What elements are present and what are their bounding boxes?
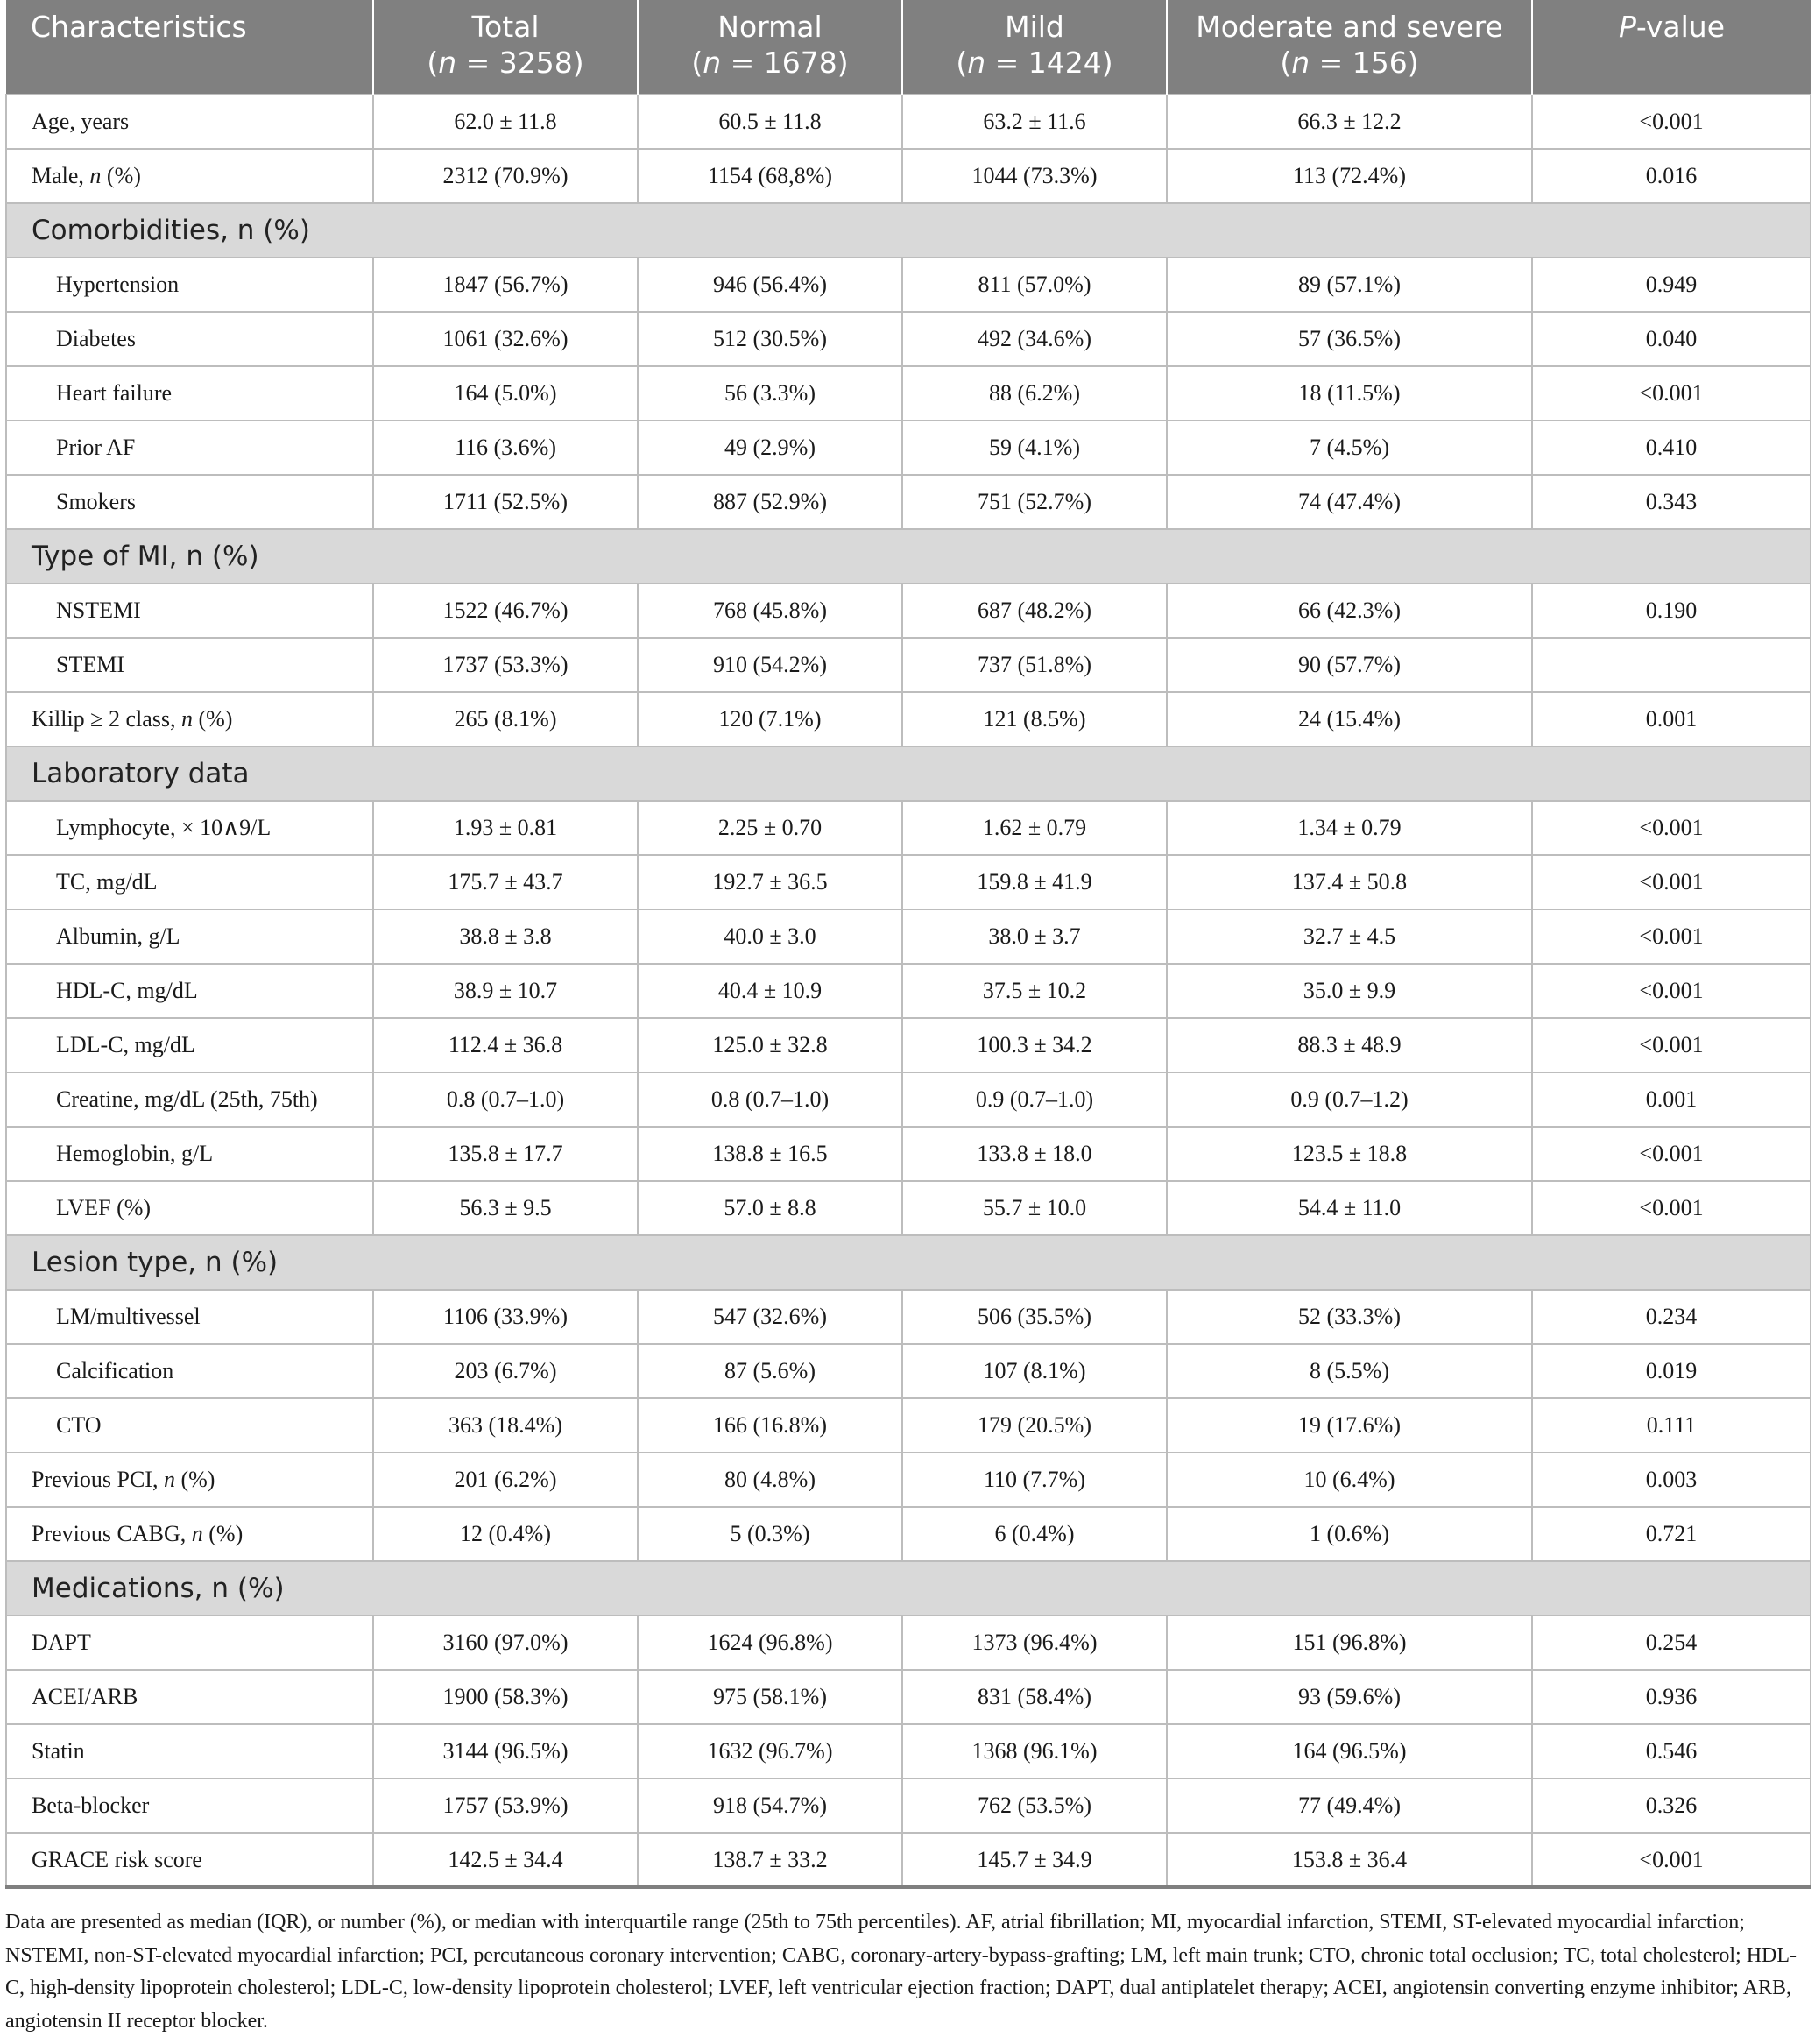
table-cell: 54.4 ± 11.0 xyxy=(1167,1181,1532,1235)
table-cell: 1.34 ± 0.79 xyxy=(1167,801,1532,855)
table-cell: 112.4 ± 36.8 xyxy=(373,1018,638,1072)
column-header-title: Characteristics xyxy=(31,10,247,44)
table-cell: 975 (58.1%) xyxy=(638,1670,902,1724)
table-row xyxy=(6,1018,1811,1072)
table-cell: 0.8 (0.7–1.0) xyxy=(373,1072,638,1127)
table-cell: <0.001 xyxy=(1532,1181,1811,1235)
table-cell: 38.0 ± 3.7 xyxy=(902,909,1167,964)
table-cell: 1632 (96.7%) xyxy=(638,1724,902,1779)
table-cell: 88.3 ± 48.9 xyxy=(1167,1018,1532,1072)
table-cell: 164 (5.0%) xyxy=(373,366,638,421)
characteristics-table xyxy=(5,0,1811,1889)
table-row xyxy=(6,964,1811,1018)
table-cell: 12 (0.4%) xyxy=(373,1507,638,1561)
table-cell: 164 (96.5%) xyxy=(1167,1724,1532,1779)
section-row xyxy=(6,746,1811,801)
table-cell: 56 (3.3%) xyxy=(638,366,902,421)
table-cell: 0.326 xyxy=(1532,1779,1811,1833)
table-cell: 32.7 ± 4.5 xyxy=(1167,909,1532,964)
table-cell: 179 (20.5%) xyxy=(902,1398,1167,1453)
row-label: Lymphocyte, × 10∧9/L xyxy=(6,801,373,855)
table-cell: 831 (58.4%) xyxy=(902,1670,1167,1724)
table-cell: 512 (30.5%) xyxy=(638,312,902,366)
table-cell: 137.4 ± 50.8 xyxy=(1167,855,1532,909)
table-cell: 1368 (96.1%) xyxy=(902,1724,1167,1779)
row-label: Male, n (%) xyxy=(6,149,373,203)
table-cell: 8 (5.5%) xyxy=(1167,1344,1532,1398)
table-cell: 57 (36.5%) xyxy=(1167,312,1532,366)
table-cell: 687 (48.2%) xyxy=(902,583,1167,638)
table-cell: 1373 (96.4%) xyxy=(902,1616,1167,1670)
table-row xyxy=(6,855,1811,909)
table-row xyxy=(6,1507,1811,1561)
table-cell: 3144 (96.5%) xyxy=(373,1724,638,1779)
table-cell: 135.8 ± 17.7 xyxy=(373,1127,638,1181)
table-cell: 100.3 ± 34.2 xyxy=(902,1018,1167,1072)
table-cell: 1 (0.6%) xyxy=(1167,1507,1532,1561)
row-label: CTO xyxy=(6,1398,373,1453)
table-cell: 107 (8.1%) xyxy=(902,1344,1167,1398)
table-cell: 40.0 ± 3.0 xyxy=(638,909,902,964)
table-row xyxy=(6,1127,1811,1181)
table-cell: 0.9 (0.7–1.2) xyxy=(1167,1072,1532,1127)
table-cell: 0.016 xyxy=(1532,149,1811,203)
table-cell: <0.001 xyxy=(1532,964,1811,1018)
table-cell: 0.001 xyxy=(1532,692,1811,746)
row-label: Statin xyxy=(6,1724,373,1779)
table-cell: 120 (7.1%) xyxy=(638,692,902,746)
table-row xyxy=(6,583,1811,638)
table-cell: 62.0 ± 11.8 xyxy=(373,95,638,149)
column-header-count: (n = 1424) xyxy=(956,46,1113,80)
table-cell: <0.001 xyxy=(1532,1018,1811,1072)
table-cell: 0.546 xyxy=(1532,1724,1811,1779)
table-header xyxy=(6,0,1811,95)
table-cell: 1711 (52.5%) xyxy=(373,475,638,529)
table-row xyxy=(6,1072,1811,1127)
table-cell: 0.9 (0.7–1.0) xyxy=(902,1072,1167,1127)
row-label: Previous PCI, n (%) xyxy=(6,1453,373,1507)
table-row xyxy=(6,366,1811,421)
table-cell: 265 (8.1%) xyxy=(373,692,638,746)
table-cell: 38.8 ± 3.8 xyxy=(373,909,638,964)
table-cell: 57.0 ± 8.8 xyxy=(638,1181,902,1235)
table-cell: 35.0 ± 9.9 xyxy=(1167,964,1532,1018)
table-row xyxy=(6,421,1811,475)
table-cell: 90 (57.7%) xyxy=(1167,638,1532,692)
section-row xyxy=(6,203,1811,258)
row-label: TC, mg/dL xyxy=(6,855,373,909)
row-label: Smokers xyxy=(6,475,373,529)
table-cell: <0.001 xyxy=(1532,801,1811,855)
table-cell: 3160 (97.0%) xyxy=(373,1616,638,1670)
table-cell: 49 (2.9%) xyxy=(638,421,902,475)
table-cell: 1522 (46.7%) xyxy=(373,583,638,638)
row-label: Killip ≥ 2 class, n (%) xyxy=(6,692,373,746)
table-row xyxy=(6,95,1811,149)
table-cell: 0.019 xyxy=(1532,1344,1811,1398)
table-cell: 145.7 ± 34.9 xyxy=(902,1833,1167,1887)
table-cell: 89 (57.1%) xyxy=(1167,258,1532,312)
table-cell: 2312 (70.9%) xyxy=(373,149,638,203)
table-cell: 38.9 ± 10.7 xyxy=(373,964,638,1018)
table-cell: 0.190 xyxy=(1532,583,1811,638)
table-cell: 547 (32.6%) xyxy=(638,1290,902,1344)
table-cell: 2.25 ± 0.70 xyxy=(638,801,902,855)
row-label: Beta-blocker xyxy=(6,1779,373,1833)
table-cell: <0.001 xyxy=(1532,1833,1811,1887)
table-cell: 142.5 ± 34.4 xyxy=(373,1833,638,1887)
table-cell: 175.7 ± 43.7 xyxy=(373,855,638,909)
section-label: Comorbidities, n (%) xyxy=(6,203,1811,258)
table-row xyxy=(6,909,1811,964)
table-cell: 887 (52.9%) xyxy=(638,475,902,529)
table-cell: 946 (56.4%) xyxy=(638,258,902,312)
row-label: DAPT xyxy=(6,1616,373,1670)
table-row xyxy=(6,1779,1811,1833)
table-cell: 918 (54.7%) xyxy=(638,1779,902,1833)
table-cell: 74 (47.4%) xyxy=(1167,475,1532,529)
table-cell: 1.93 ± 0.81 xyxy=(373,801,638,855)
column-header-count: (n = 3258) xyxy=(427,46,584,80)
table-cell: 60.5 ± 11.8 xyxy=(638,95,902,149)
table-row xyxy=(6,1181,1811,1235)
table-cell: 0.234 xyxy=(1532,1290,1811,1344)
table-row xyxy=(6,258,1811,312)
table-cell: 1900 (58.3%) xyxy=(373,1670,638,1724)
table-cell: 153.8 ± 36.4 xyxy=(1167,1833,1532,1887)
row-label: STEMI xyxy=(6,638,373,692)
table-cell: 0.001 xyxy=(1532,1072,1811,1127)
table-cell: 1061 (32.6%) xyxy=(373,312,638,366)
table-cell: 18 (11.5%) xyxy=(1167,366,1532,421)
row-label: NSTEMI xyxy=(6,583,373,638)
table-cell: 7 (4.5%) xyxy=(1167,421,1532,475)
table-cell: 1757 (53.9%) xyxy=(373,1779,638,1833)
table-cell: 737 (51.8%) xyxy=(902,638,1167,692)
column-header xyxy=(902,0,1167,95)
table-row xyxy=(6,1724,1811,1779)
table-cell: 113 (72.4%) xyxy=(1167,149,1532,203)
table-cell: 19 (17.6%) xyxy=(1167,1398,1532,1453)
table-cell: 363 (18.4%) xyxy=(373,1398,638,1453)
column-header xyxy=(373,0,638,95)
table-cell: 110 (7.7%) xyxy=(902,1453,1167,1507)
table-row xyxy=(6,1290,1811,1344)
table-cell: 0.254 xyxy=(1532,1616,1811,1670)
table-cell: 88 (6.2%) xyxy=(902,366,1167,421)
table-cell: 768 (45.8%) xyxy=(638,583,902,638)
table-cell: 55.7 ± 10.0 xyxy=(902,1181,1167,1235)
table-cell xyxy=(1532,638,1811,692)
section-label: Laboratory data xyxy=(6,746,1811,801)
table-cell: 506 (35.5%) xyxy=(902,1290,1167,1344)
table-cell: 0.936 xyxy=(1532,1670,1811,1724)
table-cell: <0.001 xyxy=(1532,909,1811,964)
table-cell: 138.7 ± 33.2 xyxy=(638,1833,902,1887)
table-cell: 59 (4.1%) xyxy=(902,421,1167,475)
row-label: Prior AF xyxy=(6,421,373,475)
row-label: Age, years xyxy=(6,95,373,149)
section-row xyxy=(6,1561,1811,1616)
table-row xyxy=(6,801,1811,855)
row-label: LM/multivessel xyxy=(6,1290,373,1344)
table-cell: 24 (15.4%) xyxy=(1167,692,1532,746)
table-row xyxy=(6,1453,1811,1507)
table-cell: 121 (8.5%) xyxy=(902,692,1167,746)
row-label: LVEF (%) xyxy=(6,1181,373,1235)
table-cell: 751 (52.7%) xyxy=(902,475,1167,529)
table-body xyxy=(6,95,1811,1887)
table-cell: 492 (34.6%) xyxy=(902,312,1167,366)
row-label: Hypertension xyxy=(6,258,373,312)
table-cell: <0.001 xyxy=(1532,366,1811,421)
table-cell: 63.2 ± 11.6 xyxy=(902,95,1167,149)
row-label: HDL-C, mg/dL xyxy=(6,964,373,1018)
table-row xyxy=(6,1670,1811,1724)
table-cell: 0.111 xyxy=(1532,1398,1811,1453)
table-row xyxy=(6,1833,1811,1887)
column-header xyxy=(1167,0,1532,95)
section-row xyxy=(6,529,1811,583)
section-label: Lesion type, n (%) xyxy=(6,1235,1811,1290)
row-label: Albumin, g/L xyxy=(6,909,373,964)
table-row xyxy=(6,149,1811,203)
table-cell: 0.343 xyxy=(1532,475,1811,529)
table-cell: 1154 (68,8%) xyxy=(638,149,902,203)
header-row xyxy=(6,0,1811,95)
table-cell: 37.5 ± 10.2 xyxy=(902,964,1167,1018)
row-label: Heart failure xyxy=(6,366,373,421)
table-row xyxy=(6,638,1811,692)
row-label: GRACE risk score xyxy=(6,1833,373,1887)
table-cell: 910 (54.2%) xyxy=(638,638,902,692)
table-cell: 0.721 xyxy=(1532,1507,1811,1561)
table-cell: <0.001 xyxy=(1532,95,1811,149)
table-cell: 56.3 ± 9.5 xyxy=(373,1181,638,1235)
table-cell: 80 (4.8%) xyxy=(638,1453,902,1507)
column-header-title: P-value xyxy=(1618,10,1726,44)
table-cell: 66.3 ± 12.2 xyxy=(1167,95,1532,149)
table-cell: 1847 (56.7%) xyxy=(373,258,638,312)
table-row xyxy=(6,1398,1811,1453)
table-cell: 52 (33.3%) xyxy=(1167,1290,1532,1344)
table-cell: 1624 (96.8%) xyxy=(638,1616,902,1670)
table-cell: 201 (6.2%) xyxy=(373,1453,638,1507)
column-header-title: Total xyxy=(471,10,540,44)
table-cell: 6 (0.4%) xyxy=(902,1507,1167,1561)
column-header-title: Normal xyxy=(717,10,823,44)
column-header-title: Moderate and severe xyxy=(1196,10,1503,44)
table-cell: 5 (0.3%) xyxy=(638,1507,902,1561)
table-cell: 0.040 xyxy=(1532,312,1811,366)
column-header-count: (n = 1678) xyxy=(691,46,849,80)
table-cell: <0.001 xyxy=(1532,855,1811,909)
table-cell: 125.0 ± 32.8 xyxy=(638,1018,902,1072)
table-cell: 10 (6.4%) xyxy=(1167,1453,1532,1507)
row-label: Diabetes xyxy=(6,312,373,366)
column-header xyxy=(6,0,373,95)
table-cell: 192.7 ± 36.5 xyxy=(638,855,902,909)
section-label: Type of MI, n (%) xyxy=(6,529,1811,583)
table-cell: 138.8 ± 16.5 xyxy=(638,1127,902,1181)
table-cell: 123.5 ± 18.8 xyxy=(1167,1127,1532,1181)
row-label: Calcification xyxy=(6,1344,373,1398)
table-cell: 159.8 ± 41.9 xyxy=(902,855,1167,909)
table-row xyxy=(6,692,1811,746)
table-cell: 87 (5.6%) xyxy=(638,1344,902,1398)
section-label: Medications, n (%) xyxy=(6,1561,1811,1616)
table-row xyxy=(6,475,1811,529)
table-cell: 1737 (53.3%) xyxy=(373,638,638,692)
table-cell: 66 (42.3%) xyxy=(1167,583,1532,638)
table-cell: <0.001 xyxy=(1532,1127,1811,1181)
table-row xyxy=(6,312,1811,366)
table-row xyxy=(6,1616,1811,1670)
column-header xyxy=(638,0,902,95)
table-row xyxy=(6,1344,1811,1398)
table-cell: 151 (96.8%) xyxy=(1167,1616,1532,1670)
table-cell: 1.62 ± 0.79 xyxy=(902,801,1167,855)
table-cell: 1106 (33.9%) xyxy=(373,1290,638,1344)
table-cell: 1044 (73.3%) xyxy=(902,149,1167,203)
table-cell: 40.4 ± 10.9 xyxy=(638,964,902,1018)
table-cell: 166 (16.8%) xyxy=(638,1398,902,1453)
table-cell: 203 (6.7%) xyxy=(373,1344,638,1398)
section-row xyxy=(6,1235,1811,1290)
row-label: Hemoglobin, g/L xyxy=(6,1127,373,1181)
table-footnote: Data are presented as median (IQR), or number (%), or median with interquartile range (25th to 75th percentiles). AF, atrial fibrillation; MI, myocardial infarction, STEMI, ST-elevated myocardial infarction; NSTEMI, non-ST-elevated myocardial infarction; PCI, percutaneous coronary intervention; CABG, coronary-artery-bypass-grafting; LM, left main trunk; CTO, chronic total occlusion; TC, total cholesterol; HDL-C, high-density lipoprotein cholesterol; LDL-C, low-density lipoprotein cholesterol; LVEF, left ventricular ejection fraction; DAPT, dual antiplatelet therapy; ACEI, angiotensin converting enzyme inhibitor; ARB, angiotensin II receptor blocker. xyxy=(5,1911,1797,2033)
table-cell: 0.003 xyxy=(1532,1453,1811,1507)
table-cell: 0.410 xyxy=(1532,421,1811,475)
table-cell: 133.8 ± 18.0 xyxy=(902,1127,1167,1181)
column-header xyxy=(1532,0,1811,95)
table-cell: 77 (49.4%) xyxy=(1167,1779,1532,1833)
table-cell: 811 (57.0%) xyxy=(902,258,1167,312)
table-cell: 0.949 xyxy=(1532,258,1811,312)
column-header-title: Mild xyxy=(1005,10,1064,44)
document xyxy=(5,0,1810,1889)
table-cell: 116 (3.6%) xyxy=(373,421,638,475)
column-header-count: (n = 156) xyxy=(1280,46,1419,80)
row-label: Creatine, mg/dL (25th, 75th) xyxy=(6,1072,373,1127)
table-cell: 0.8 (0.7–1.0) xyxy=(638,1072,902,1127)
row-label: ACEI/ARB xyxy=(6,1670,373,1724)
table-cell: 762 (53.5%) xyxy=(902,1779,1167,1833)
row-label: LDL-C, mg/dL xyxy=(6,1018,373,1072)
row-label: Previous CABG, n (%) xyxy=(6,1507,373,1561)
table-cell: 93 (59.6%) xyxy=(1167,1670,1532,1724)
